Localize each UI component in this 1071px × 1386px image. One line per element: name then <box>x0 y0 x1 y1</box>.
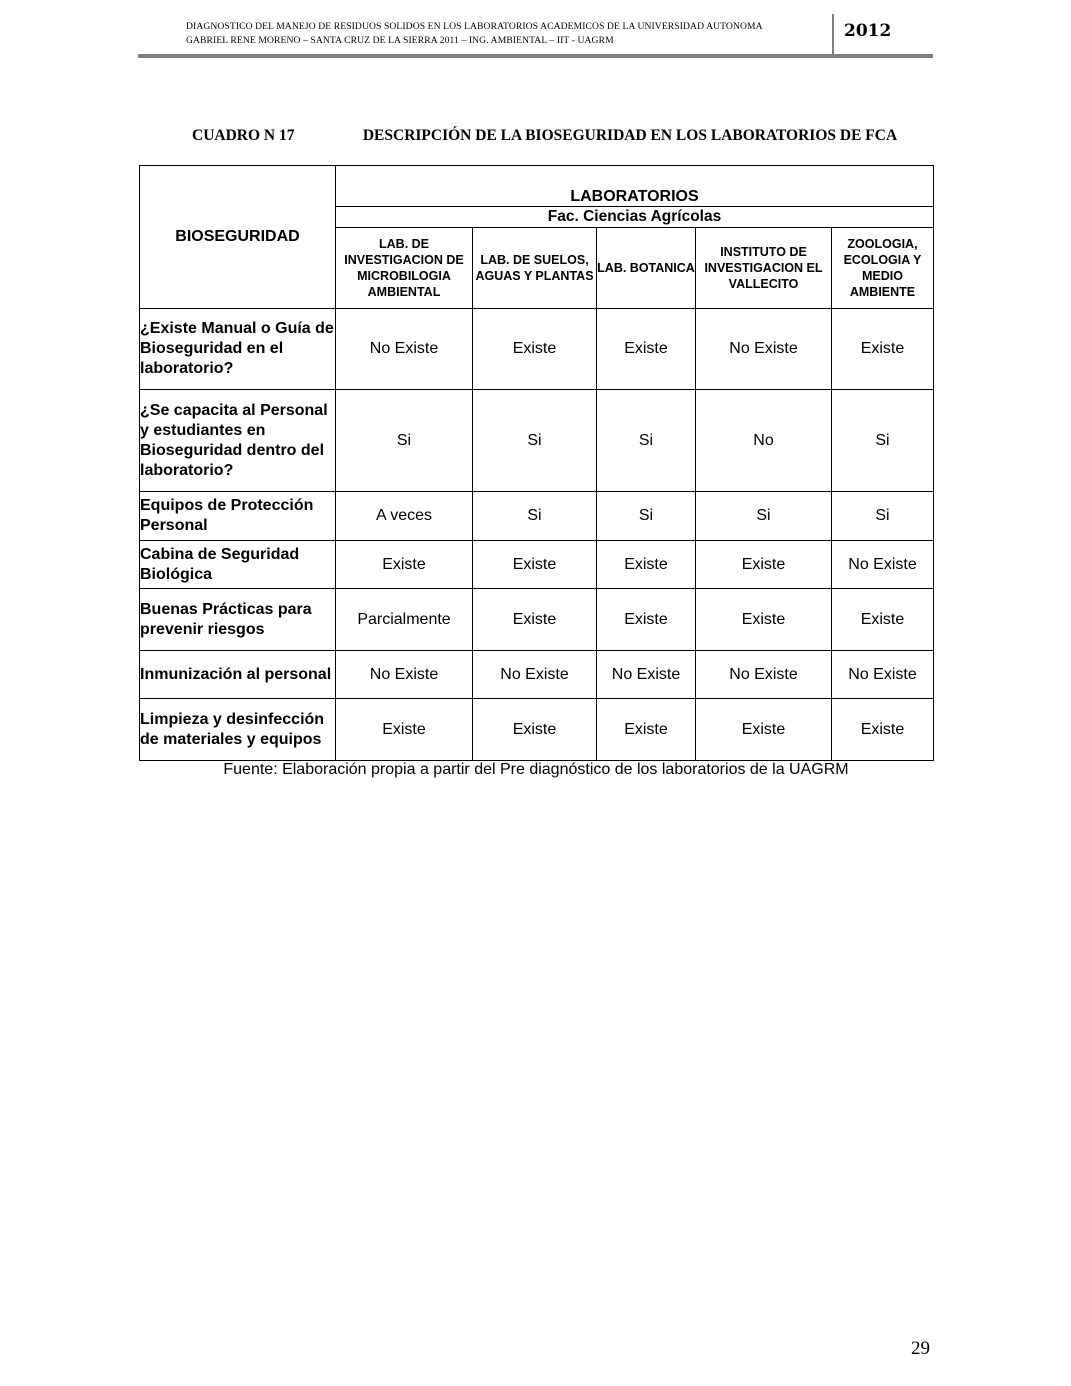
table-cell: Existe <box>473 541 597 589</box>
table-cell: No Existe <box>832 651 934 699</box>
header-divider <box>832 14 834 54</box>
table-cell: A veces <box>336 492 473 541</box>
table-cell: Si <box>473 492 597 541</box>
table-cell: Parcialmente <box>336 589 473 651</box>
table-cell: Existe <box>597 699 696 761</box>
table-row <box>140 390 934 492</box>
subgroup-header: Fac. Ciencias Agrícolas <box>336 207 934 228</box>
table-cell: Existe <box>832 309 934 390</box>
table-caption-title: DESCRIPCIÓN DE LA BIOSEGURIDAD EN LOS LABORATORIOS DE FCA <box>362 127 898 144</box>
table-cell: Si <box>832 492 934 541</box>
page-number: 29 <box>911 1338 930 1359</box>
row-label: Buenas Prácticas para prevenir riesgos <box>140 589 336 651</box>
table-cell: Existe <box>473 309 597 390</box>
table-cell: Si <box>832 390 934 492</box>
table-cell: No Existe <box>696 651 832 699</box>
header-text <box>186 20 836 48</box>
table-cell: Existe <box>336 541 473 589</box>
table-row <box>140 309 934 390</box>
row-label: Inmunización al personal <box>140 651 336 699</box>
table-cell: Existe <box>696 589 832 651</box>
row-label: Limpieza y desinfección de materiales y equipos <box>140 699 336 761</box>
table-cell: Si <box>696 492 832 541</box>
table-row <box>140 651 934 699</box>
page-header <box>138 14 933 58</box>
table-cell: No Existe <box>696 309 832 390</box>
table-cell: Existe <box>696 699 832 761</box>
biosafety-table <box>139 165 934 761</box>
column-header: INSTITUTO DE INVESTIGACION EL VALLECITO <box>696 228 832 309</box>
table-cell: No Existe <box>597 651 696 699</box>
table-cell: No <box>696 390 832 492</box>
table-row <box>140 492 934 541</box>
table-cell: No Existe <box>473 651 597 699</box>
header-year: 2012 <box>844 21 892 41</box>
row-label: ¿Existe Manual o Guía de Bioseguridad en el laboratorio? <box>140 309 336 390</box>
table-cell: No Existe <box>336 651 473 699</box>
header-line-2: GABRIEL RENE MORENO – SANTA CRUZ DE LA SIERRA 2011 – ING. AMBIENTAL – IIT - UAGRM <box>186 35 614 46</box>
column-header: LAB. DE SUELOS, AGUAS Y PLANTAS <box>473 228 597 309</box>
column-header: ZOOLOGIA, ECOLOGIA Y MEDIO AMBIENTE <box>832 228 934 309</box>
row-label: Equipos de Protección Personal <box>140 492 336 541</box>
table-cell: Si <box>473 390 597 492</box>
table-cell: No Existe <box>832 541 934 589</box>
column-header: LAB. BOTANICA <box>597 228 696 309</box>
column-header: LAB. DE INVESTIGACION DE MICROBILOGIA AMBIENTAL <box>336 228 473 309</box>
table-caption-number: CUADRO N 17 <box>192 127 295 144</box>
table-cell: Existe <box>832 589 934 651</box>
table-cell: Si <box>597 492 696 541</box>
table-row <box>140 699 934 761</box>
table-cell: Existe <box>696 541 832 589</box>
table-cell: Existe <box>336 699 473 761</box>
table-cell: Si <box>597 390 696 492</box>
table-cell: No Existe <box>336 309 473 390</box>
table-cell: Si <box>336 390 473 492</box>
table-source-note: Fuente: Elaboración propia a partir del Pre diagnóstico de los laboratorios de la UAGRM <box>223 761 849 778</box>
table-row <box>140 589 934 651</box>
table-row <box>140 541 934 589</box>
table-cell: Existe <box>473 699 597 761</box>
table-cell: Existe <box>597 309 696 390</box>
table-cell: Existe <box>597 589 696 651</box>
group-header: LABORATORIOS <box>336 166 934 207</box>
header-line-1: DIAGNOSTICO DEL MANEJO DE RESIDUOS SOLIDOS EN LOS LABORATORIOS ACADEMICOS DE LA UNIVERSIDAD AUTONOMA <box>186 21 763 32</box>
table-cell: Existe <box>473 589 597 651</box>
row-label: ¿Se capacita al Personal y estudiantes en Bioseguridad dentro del laboratorio? <box>140 390 336 492</box>
table-cell: Existe <box>832 699 934 761</box>
table-cell: Existe <box>597 541 696 589</box>
row-header: BIOSEGURIDAD <box>140 166 336 309</box>
row-label: Cabina de Seguridad Biológica <box>140 541 336 589</box>
